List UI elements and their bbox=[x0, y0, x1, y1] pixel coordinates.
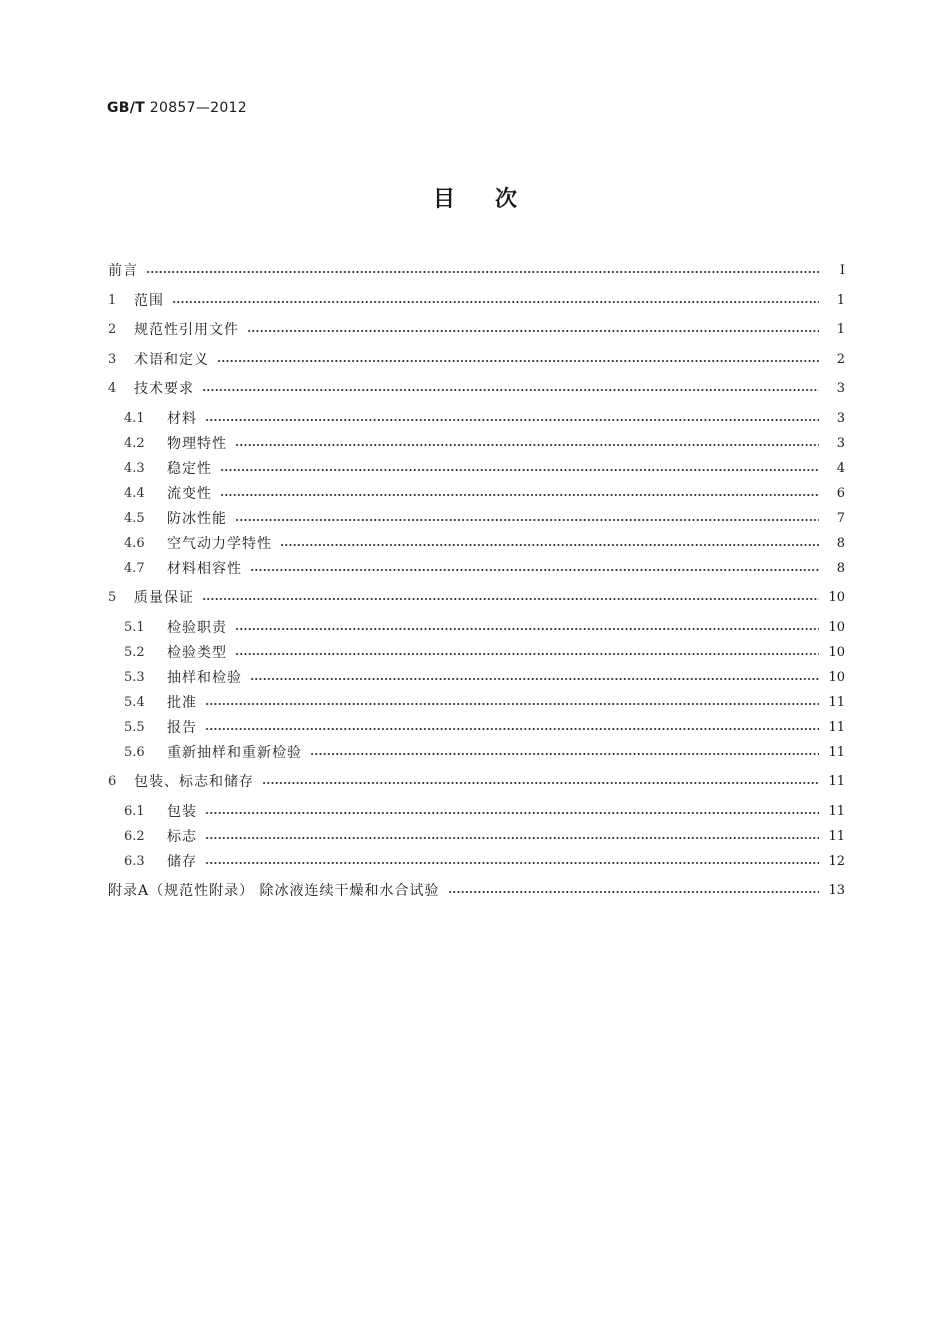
toc-entry[interactable] bbox=[124, 716, 845, 738]
toc-entry-label: 材料 bbox=[167, 411, 197, 427]
toc-entry-label: 流变性 bbox=[167, 486, 212, 502]
toc-entry-label: 防冰性能 bbox=[167, 511, 227, 527]
toc-entry-page: 10 bbox=[828, 619, 845, 635]
toc-entry-label: 储存 bbox=[167, 854, 197, 870]
toc-entry-number: 6.2 bbox=[124, 828, 145, 844]
toc-entry[interactable] bbox=[108, 770, 845, 792]
toc-entry-page: 10 bbox=[828, 669, 845, 685]
toc-entry-number: 4.4 bbox=[124, 485, 145, 501]
toc-entry-page: 10 bbox=[828, 644, 845, 660]
toc-entry-label: 物理特性 bbox=[167, 436, 227, 452]
toc-entry[interactable] bbox=[124, 800, 845, 822]
toc-entry-number: 4 bbox=[108, 380, 117, 396]
toc-dot-leader bbox=[205, 703, 819, 705]
toc-entry[interactable] bbox=[124, 825, 845, 847]
toc-dot-leader bbox=[235, 628, 819, 630]
toc-entry-number: 4.3 bbox=[124, 460, 145, 476]
toc-dot-leader bbox=[235, 653, 819, 655]
toc-dot-leader bbox=[205, 419, 819, 421]
toc-entry[interactable] bbox=[108, 348, 845, 370]
toc-entry[interactable] bbox=[124, 691, 845, 713]
toc-entry-label: 检验类型 bbox=[167, 645, 227, 661]
toc-entry-number: 4.7 bbox=[124, 560, 145, 576]
toc-dot-leader bbox=[220, 494, 819, 496]
toc-dot-leader bbox=[448, 891, 819, 893]
toc-entry-number: 4.5 bbox=[124, 510, 145, 526]
toc-entry-number: 4.2 bbox=[124, 435, 145, 451]
toc-dot-leader bbox=[250, 678, 819, 680]
toc-entry[interactable] bbox=[124, 532, 845, 554]
toc-entry-page: 4 bbox=[836, 460, 845, 476]
toc-entry-label: 批准 bbox=[167, 695, 197, 711]
toc-dot-leader bbox=[146, 271, 819, 273]
toc-entry-number: 4.6 bbox=[124, 535, 145, 551]
toc-entry-page: 11 bbox=[828, 694, 845, 710]
toc-dot-leader bbox=[205, 812, 819, 814]
toc-entry-page: Ⅰ bbox=[839, 262, 845, 278]
toc-entry-page: 3 bbox=[836, 435, 845, 451]
toc-dot-leader bbox=[205, 862, 819, 864]
toc-entry-number: 5 bbox=[108, 589, 117, 605]
toc-entry-page: 3 bbox=[836, 380, 845, 396]
toc-entry-number: 6.3 bbox=[124, 853, 145, 869]
toc-entry[interactable] bbox=[124, 457, 845, 479]
toc-entry[interactable] bbox=[108, 318, 845, 340]
toc-entry-page: 6 bbox=[836, 485, 845, 501]
toc-dot-leader bbox=[205, 837, 819, 839]
toc-entry-page: 1 bbox=[836, 321, 845, 337]
toc-dot-leader bbox=[310, 753, 819, 755]
toc-dot-leader bbox=[172, 301, 819, 303]
toc-entry-number: 4.1 bbox=[124, 410, 145, 426]
toc-dot-leader bbox=[205, 728, 819, 730]
toc-dot-leader bbox=[280, 544, 819, 546]
toc-entry-page: 11 bbox=[828, 828, 845, 844]
toc-entry-label: 重新抽样和重新检验 bbox=[167, 745, 302, 761]
page-title: 目次 bbox=[432, 187, 557, 212]
toc-entry-page: 10 bbox=[828, 589, 845, 605]
toc-entry-label: 范围 bbox=[134, 293, 164, 309]
toc-entry-page: 12 bbox=[828, 853, 845, 869]
toc-entry-page: 11 bbox=[828, 773, 845, 789]
toc-entry[interactable] bbox=[124, 407, 845, 429]
toc-entry[interactable] bbox=[124, 641, 845, 663]
toc-entry-label: 检验职责 bbox=[167, 620, 227, 636]
toc-entry[interactable] bbox=[108, 377, 845, 399]
toc-entry-label: 术语和定义 bbox=[134, 352, 209, 368]
toc-entry-label: 标志 bbox=[167, 829, 197, 845]
toc-dot-leader bbox=[235, 444, 819, 446]
toc-entry-page: 3 bbox=[836, 410, 845, 426]
toc-entry-page: 1 bbox=[836, 292, 845, 308]
toc-entry[interactable] bbox=[108, 289, 845, 311]
toc-entry-number: 5.1 bbox=[124, 619, 145, 635]
standard-number bbox=[107, 100, 247, 116]
toc-dot-leader bbox=[262, 782, 819, 784]
toc-entry-label: 规范性引用文件 bbox=[134, 322, 239, 338]
toc-entry-number: 5.4 bbox=[124, 694, 145, 710]
toc-entry-label: 材料相容性 bbox=[167, 561, 242, 577]
toc-entry-page: 13 bbox=[828, 882, 845, 898]
toc-dot-leader bbox=[220, 469, 819, 471]
toc-entry-label: 包装 bbox=[167, 804, 197, 820]
toc-entry-page: 8 bbox=[836, 560, 845, 576]
toc-entry-number: 5.3 bbox=[124, 669, 145, 685]
toc-entry[interactable] bbox=[124, 557, 845, 579]
toc-entry[interactable] bbox=[124, 616, 845, 638]
toc-entry-label: 质量保证 bbox=[134, 590, 194, 606]
toc-dot-leader bbox=[202, 389, 819, 391]
toc-entry-page: 11 bbox=[828, 744, 845, 760]
toc-entry[interactable] bbox=[108, 879, 845, 901]
toc-entry-label: 前言 bbox=[108, 263, 138, 279]
toc-entry-number: 5.5 bbox=[124, 719, 145, 735]
toc-entry[interactable] bbox=[124, 850, 845, 872]
toc-entry[interactable] bbox=[124, 507, 845, 529]
toc-entry-number: 5.2 bbox=[124, 644, 145, 660]
toc-entry[interactable] bbox=[124, 666, 845, 688]
toc-entry-label: 技术要求 bbox=[134, 381, 194, 397]
toc-entry-number: 5.6 bbox=[124, 744, 145, 760]
toc-entry[interactable] bbox=[124, 482, 845, 504]
toc-dot-leader bbox=[235, 519, 819, 521]
toc-entry-label: 附录A（规范性附录） 除冰液连续干燥和水合试验 bbox=[108, 883, 440, 899]
toc-entry-number: 6.1 bbox=[124, 803, 145, 819]
toc-dot-leader bbox=[250, 569, 819, 571]
toc-entry-label: 报告 bbox=[167, 720, 197, 736]
toc-entry-page: 7 bbox=[836, 510, 845, 526]
toc-entry[interactable] bbox=[108, 259, 845, 281]
toc-dot-leader bbox=[217, 360, 819, 362]
toc-entry-page: 2 bbox=[836, 351, 845, 367]
toc-entry-page: 8 bbox=[836, 535, 845, 551]
toc-entry-number: 6 bbox=[108, 773, 117, 789]
toc-entry[interactable] bbox=[124, 741, 845, 763]
toc-entry-page: 11 bbox=[828, 803, 845, 819]
toc-entry-number: 1 bbox=[108, 292, 117, 308]
toc-entry[interactable] bbox=[108, 586, 845, 608]
toc-entry-number: 2 bbox=[108, 321, 117, 337]
standard-code: 20857—2012 bbox=[149, 100, 247, 116]
toc-entry-label: 抽样和检验 bbox=[167, 670, 242, 686]
toc-dot-leader bbox=[202, 598, 819, 600]
toc-entry-label: 包装、标志和储存 bbox=[134, 774, 254, 790]
toc-entry-page: 11 bbox=[828, 719, 845, 735]
toc-entry[interactable] bbox=[124, 432, 845, 454]
toc-entry-label: 稳定性 bbox=[167, 461, 212, 477]
toc-entry-number: 3 bbox=[108, 351, 117, 367]
toc-dot-leader bbox=[247, 330, 819, 332]
toc-entry-label: 空气动力学特性 bbox=[167, 536, 272, 552]
standard-prefix: GB/T bbox=[107, 100, 146, 116]
